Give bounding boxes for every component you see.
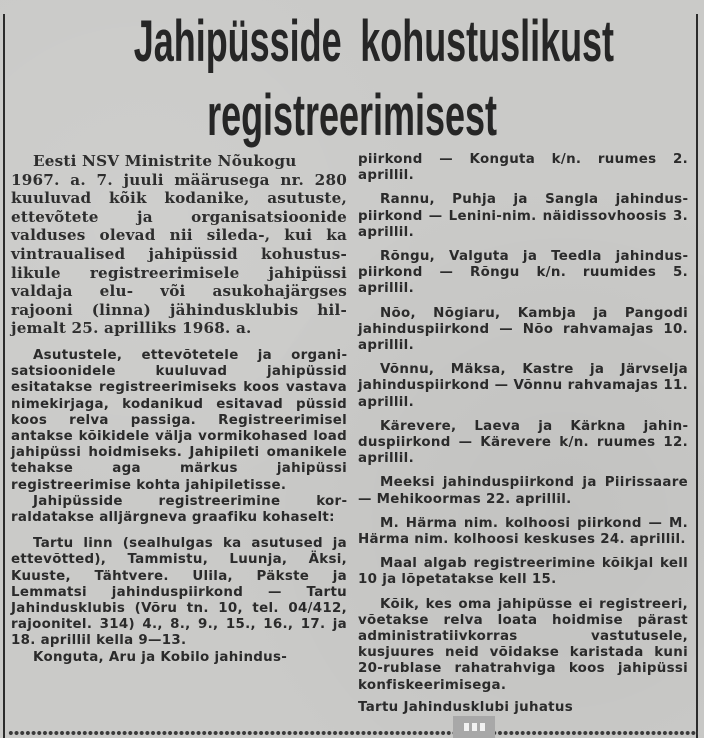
left-column <box>11 152 347 666</box>
paragraph-meeksi: Meeksi jahinduspiirkond ja Piirissaare — Mehikoormas 22. aprillil. <box>358 475 688 507</box>
paragraph-konguta-start: Konguta, Aru ja Kobilo jahindus- <box>33 649 288 665</box>
grip-icon <box>480 723 485 731</box>
left-column-rule <box>3 14 5 738</box>
right-column-rule <box>696 14 698 738</box>
grip-icon <box>464 723 469 731</box>
intro-line: valduses olevad nii sileda-, kui ka <box>11 226 347 245</box>
paragraph-institutions: Asutustele, ettevõtetele ja organisatsioonidele kuuluvad jahipüssid esitatakse registreerimiseks koos vastava nimekirjaga, kodanikud esitavad püssid koos relva passiga. Registreerimisel antakse kõikidele välja vormikohased load jahipüssi hoidmiseks. Jahipileti omanikele tehakse aga märkus jahipüssi registreerimise kohta jahipiletisse. <box>11 347 347 493</box>
signature: Tartu Jahindusklubi juhatus <box>358 699 573 715</box>
paragraph-schedule-intro: Jahipüsside registreerimine korraldatakse alljärgneva graafiku kohaselt: <box>11 493 347 525</box>
headline-line-2: registreerimisest <box>207 83 497 148</box>
paragraph-rannu: Rannu, Puhja ja Sangla jahinduspiirkond — Lenini-nim. näidissovhoosis 3. aprillil. <box>358 192 688 240</box>
intro-line: likule registreerimisele jahipüssi <box>11 263 347 282</box>
paragraph-harma: M. Härma nim. kolhoosi piirkond — M. Härma nim. kolhoosi keskuses 24. aprillil. <box>358 515 688 548</box>
intro-line: jemalt 25. aprilliks 1968. a. <box>11 319 252 338</box>
headline-line-1: Jahipüsside kohustuslikust <box>133 9 615 74</box>
paragraph-tartu: Tartu linn (sealhulgas ka asutused ja ettevõtted), Tammistu, Luunja, Äksi, Kuuste, Tähtvere. Ulila, Päkste ja Lemmatsi jahinduspiirkond — Tartu Jahindusklubis (Võru tn. 10, tel. 04/412, rajoonitel. 314) 4., 8., 9., 15., 16., 17. ja 18. aprillil kella 9—13. <box>11 536 347 649</box>
intro-line: kuuluvad kõik kodanike, asutuste, <box>11 189 347 208</box>
paragraph-rongu: Rõngu, Valguta ja Teedla jahinduspiirkond — Rõngu k/n. ruumides 5. aprillil. <box>358 249 688 297</box>
intro-line: 1967. a. 7. juuli määrusega nr. 280 <box>11 170 347 189</box>
dotted-separator <box>8 730 698 736</box>
paragraph-noo: Nõo, Nõgiaru, Kambja ja Pangodi jahinduspiirkond — Nõo rahvamajas 10. aprillil. <box>358 305 688 354</box>
intro-paragraph <box>11 152 347 338</box>
intro-line: rajooni (linna) jähindusklubis hil- <box>11 300 347 319</box>
paragraph-karevere: Kärevere, Laeva ja Kärkna jahinduspiirkond — Kärevere k/n. ruumes 12. aprillil. <box>358 418 688 467</box>
right-column <box>358 152 688 716</box>
intro-line: Eesti NSV Ministrite Nõukogu <box>33 152 297 170</box>
intro-line: valdaja elu- või asukohajärgses <box>11 282 347 301</box>
paragraph-vonnu: Võnnu, Mäksa, Kastre ja Järvselja jahinduspiirkond — Võnnu rahvamajas 11. aprillil. <box>358 362 688 410</box>
grip-icon <box>472 723 477 731</box>
paragraph-penalty: Kõik, kes oma jahipüsse ei registreeri, võetakse relva loata hoidmise pärast administratiivkorras vastutusele, kusjuures neid võidakse karistada kuni 20-rublase rahatrahviga koos jahipüssi konfiskeerimisega. <box>358 596 688 693</box>
paragraph-hours: Maal algab registreerimine kõikjal kell 10 ja lõpetatakse kell 15. <box>358 556 688 588</box>
resize-handle[interactable] <box>453 716 495 738</box>
intro-line: ettevõtete ja organisatsioonide <box>11 207 347 226</box>
intro-line: vintraualised jahipüssid kohustus- <box>11 244 347 263</box>
paragraph-konguta-end: piirkond — Konguta k/n. ruumes 2. aprillil. <box>358 152 688 184</box>
